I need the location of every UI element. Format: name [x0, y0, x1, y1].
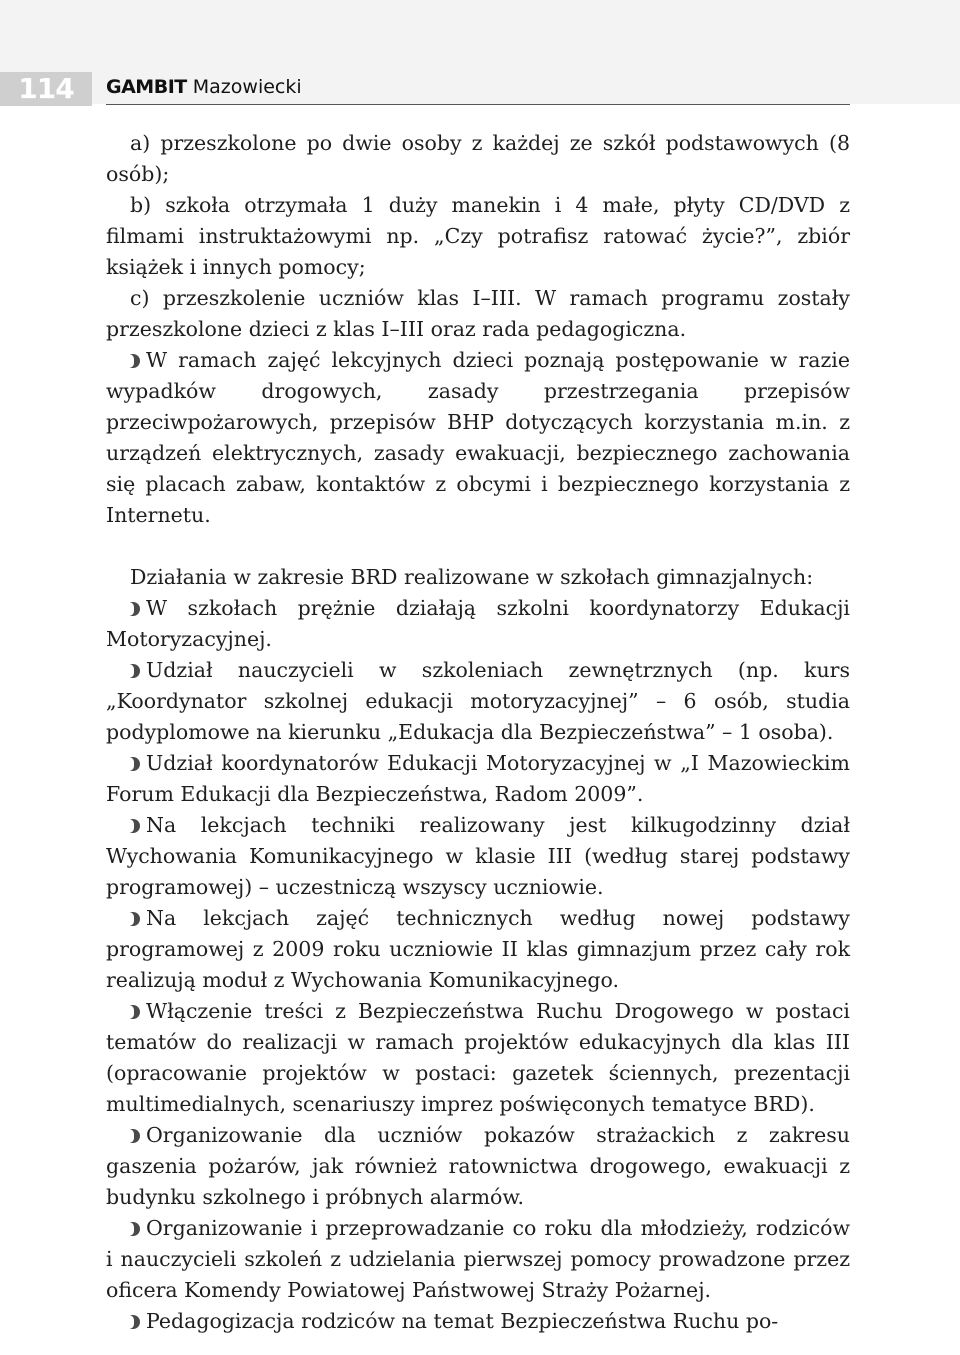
bullet-icon [130, 354, 140, 368]
running-head [106, 74, 302, 100]
bullet-item [106, 1306, 850, 1337]
publication-title: GAMBIT [106, 76, 187, 98]
bullet-text: Organizowanie dla uczniów pokazów strażackich z zakresu gaszenia pożarów, jak również ratownictwa drogowego, ewakuacji z budynku szkolnego i próbnych alarmów. [106, 1123, 850, 1209]
bullet-item [106, 903, 850, 996]
publication-region: Mazowiecki [192, 76, 302, 98]
bullet-item [106, 593, 850, 655]
bullet-icon [130, 1315, 140, 1329]
paragraph-b: b) szkoła otrzymała 1 duży manekin i 4 małe, płyty CD/DVD z filmami instruktażowymi np. „Czy potrafisz ratować życie?”, zbiór książek i innych pomocy; [106, 193, 850, 279]
bullet-icon [130, 664, 140, 678]
bullet-icon [130, 1005, 140, 1019]
page-body [106, 128, 850, 1337]
bullet-icon [130, 1222, 140, 1236]
bullet-text: W ramach zajęć lekcyjnych dzieci poznają postępowanie w razie wypadków drogowych, zasady przestrzegania przepisów przeciwpożarowych, przepisów BHP dotyczących korzystania m.in. z urządzeń elektrycznych, zasady ewakuacji, bezpiecznego zachowania się placach zabaw, kontaktów z obcymi i bezpiecznego korzystania z Internetu. [106, 348, 850, 527]
header-divider [106, 104, 850, 105]
bullet-text: W szkołach prężnie działają szkolni koordynatorzy Edukacji Motoryzacyjnej. [106, 596, 850, 651]
bullet-text: Organizowanie i przeprowadzanie co roku dla młodzieży, rodziców i nauczycieli szkoleń z udzielania pierwszej pomocy prowadzone przez oficera Komendy Powiatowej Państwowej Straży Pożarnej. [106, 1216, 850, 1302]
bullet-item [106, 748, 850, 810]
bullet-item [106, 996, 850, 1120]
bullet-item [106, 655, 850, 748]
paragraph-a: a) przeszkolone po dwie osoby z każdej ze szkół podstawowych (8 osób); [106, 131, 850, 186]
bullet-text: Udział koordynatorów Edukacji Motoryzacyjnej w „I Mazowieckim Forum Edukacji dla Bezpieczeństwa, Radom 2009”. [106, 751, 850, 806]
bullet-item [106, 1213, 850, 1306]
bullet-icon [130, 1129, 140, 1143]
bullet-text: Na lekcjach zajęć technicznych według nowej podstawy programowej z 2009 roku uczniowie II klas gimnazjum przez cały rok realizują moduł z Wychowania Komunikacyjnego. [106, 906, 850, 992]
bullet-text: Na lekcjach techniki realizowany jest kilkugodzinny dział Wychowania Komunikacyjnego w klasie III (według starej podstawy programowej) – uczestniczą wszyscy uczniowie. [106, 813, 850, 899]
bullet-icon [130, 602, 140, 616]
section-heading: Działania w zakresie BRD realizowane w szkołach gimnazjalnych: [130, 565, 814, 589]
section-spacer [106, 531, 850, 562]
bullet-icon [130, 912, 140, 926]
bullet-text: Udział nauczycieli w szkoleniach zewnętrznych (np. kurs „Koordynator szkolnej edukacji motoryzacyjnej” – 6 osób, studia podyplomowe na kierunku „Edukacja dla Bezpieczeństwa” – 1 osoba). [106, 658, 850, 744]
bullet-item [106, 810, 850, 903]
bullet-item [106, 1120, 850, 1213]
bullet-text: Pedagogizacja rodziców na temat Bezpieczeństwa Ruchu po- [146, 1309, 779, 1333]
page-number: 114 [0, 72, 92, 106]
bullet-icon [130, 757, 140, 771]
bullet-icon [130, 819, 140, 833]
bullet-item [106, 345, 850, 531]
paragraph-c: c) przeszkolenie uczniów klas I–III. W ramach programu zostały przeszkolone dzieci z klas I–III oraz rada pedagogiczna. [106, 286, 850, 341]
bullet-text: Włączenie treści z Bezpieczeństwa Ruchu Drogowego w postaci tematów do realizacji w ramach projektów edukacyjnych dla klas III (opracowanie projektów w postaci: gazetek ściennych, prezentacji multimedialnych, scenariuszy imprez poświęconych tematyce BRD). [106, 999, 850, 1116]
